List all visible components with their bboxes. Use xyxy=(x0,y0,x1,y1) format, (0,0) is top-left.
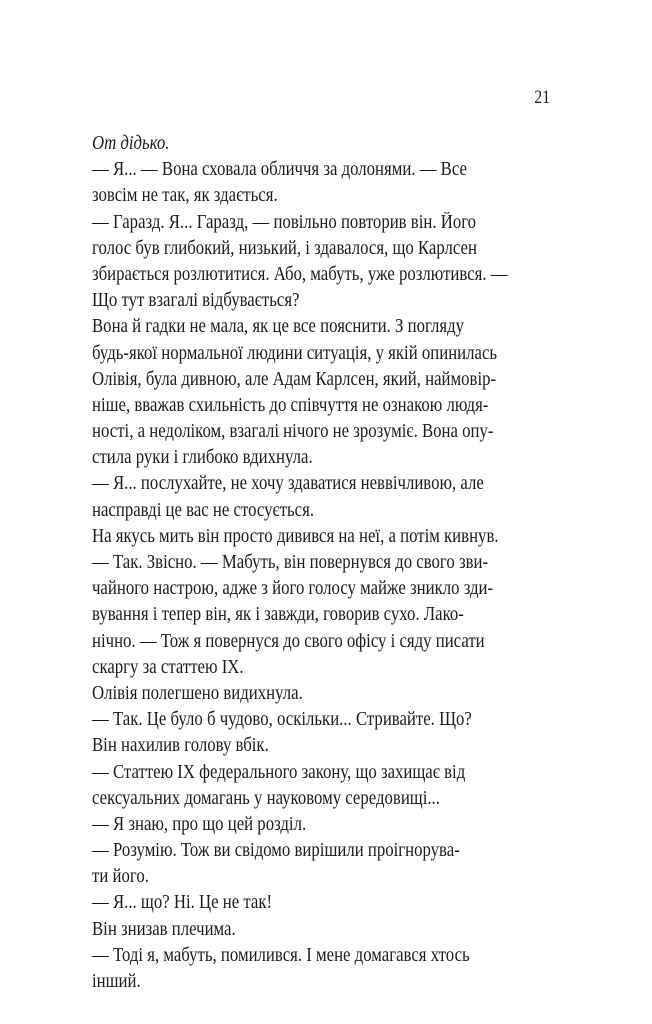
text-line-content: будь-якої нормальної людини ситуація, у якій опинилась xyxy=(92,342,498,364)
text-line-content: сексуальних домагань у науковому середовищі... xyxy=(92,787,440,809)
text-line-content: голос був глибокий, низький, і здавалося, що Карлсен xyxy=(92,237,477,259)
text-line-content: збирається розлютитися. Або, мабуть, уже розлютився. — xyxy=(92,263,508,285)
text-line-content: — Так. Це було б чудово, оскільки... Стривайте. Що? xyxy=(92,709,472,731)
text-line-content: — Статтею IX федерального закону, що захищає від xyxy=(92,761,466,783)
text-line-content: чайного настрою, адже з його голосу майже зникло зди- xyxy=(92,578,494,600)
text-line-content: інший. xyxy=(92,971,141,992)
text-line-content: вування і тепер він, як і завжди, говорив сухо. Лако- xyxy=(92,604,464,626)
text-line-content: На якусь мить він просто дивився на неї, а потім кивнув. xyxy=(92,525,499,547)
text-line xyxy=(92,341,547,367)
text-line xyxy=(92,969,547,995)
text-line-content: ності, а недоліком, взагалі нічого не зрозуміє. Вона опу- xyxy=(92,421,494,443)
text-line-content: Вона й гадки не мала, як це все пояснити. З погляду xyxy=(92,316,465,338)
text-line xyxy=(92,210,547,236)
text-line-content: ти його. xyxy=(92,866,149,888)
text-line-content: Він нахилив голову вбік. xyxy=(92,735,269,757)
text-line-content: Що тут взагалі відбувається? xyxy=(92,290,300,312)
body-text xyxy=(92,131,547,995)
text-line xyxy=(92,629,547,655)
text-line xyxy=(92,733,547,759)
text-line xyxy=(92,498,547,524)
text-line xyxy=(92,262,547,288)
text-line xyxy=(92,707,547,733)
text-line xyxy=(92,183,547,209)
text-line-content: Олівія, була дивною, але Адам Карлсен, який, наймовір- xyxy=(92,368,497,390)
text-line-content: — Розумію. Тож ви свідомо вирішили проігнорува- xyxy=(92,840,460,862)
text-line xyxy=(92,838,547,864)
text-line-content: Олівія полегшено видихнула. xyxy=(92,682,303,704)
text-line xyxy=(92,864,547,890)
text-line xyxy=(92,760,547,786)
text-line xyxy=(92,576,547,602)
text-line-content: Він знизав плечима. xyxy=(92,918,236,940)
text-line xyxy=(92,131,547,157)
text-line xyxy=(92,917,547,943)
text-line xyxy=(92,236,547,262)
text-line-content: ніше, вважав схильність до співчуття не ознакою людя- xyxy=(92,394,489,416)
text-line xyxy=(92,288,547,314)
text-line xyxy=(92,314,547,340)
text-line-content: — Гаразд. Я... Гаразд, — повільно повторив він. Його xyxy=(92,211,477,233)
text-line-content: — Я знаю, про що цей розділ. xyxy=(92,813,307,835)
text-line-content: — Так. Звісно. — Мабуть, він повернувся до свого зви- xyxy=(92,552,489,573)
text-line-content: — Я... послухайте, не хочу здаватися неввічливою, але xyxy=(92,473,484,495)
text-line xyxy=(92,157,547,183)
text-line-content: зовсім не так, як здається. xyxy=(92,185,278,207)
text-line xyxy=(92,445,547,471)
text-line-content: нічно. — Тож я повернуся до свого офісу і сяду писати xyxy=(92,630,485,652)
text-line xyxy=(92,890,547,916)
text-line-content: — Я... — Вона сховала обличчя за долонями. — Все xyxy=(92,159,467,181)
text-line xyxy=(92,471,547,497)
text-line xyxy=(92,655,547,681)
text-line xyxy=(92,550,547,576)
text-line-content: — Я... що? Ні. Це не так! xyxy=(92,892,273,914)
text-line xyxy=(92,943,547,969)
text-line xyxy=(92,602,547,628)
text-line-content: — Тоді я, мабуть, помилився. І мене домагався хтось xyxy=(92,944,470,966)
text-line xyxy=(92,681,547,707)
text-line-content: От дідько. xyxy=(92,133,170,154)
text-line xyxy=(92,812,547,838)
text-line-content: скаргу за статтею IX. xyxy=(92,656,244,678)
text-line xyxy=(92,524,547,550)
text-line xyxy=(92,419,547,445)
text-line xyxy=(92,367,547,393)
text-line-content: насправді це вас не стосується. xyxy=(92,499,315,521)
text-line xyxy=(92,786,547,812)
page-number: 21 xyxy=(534,87,550,108)
text-line xyxy=(92,393,547,419)
text-line-content: стила руки і глибоко вдихнула. xyxy=(92,447,313,469)
